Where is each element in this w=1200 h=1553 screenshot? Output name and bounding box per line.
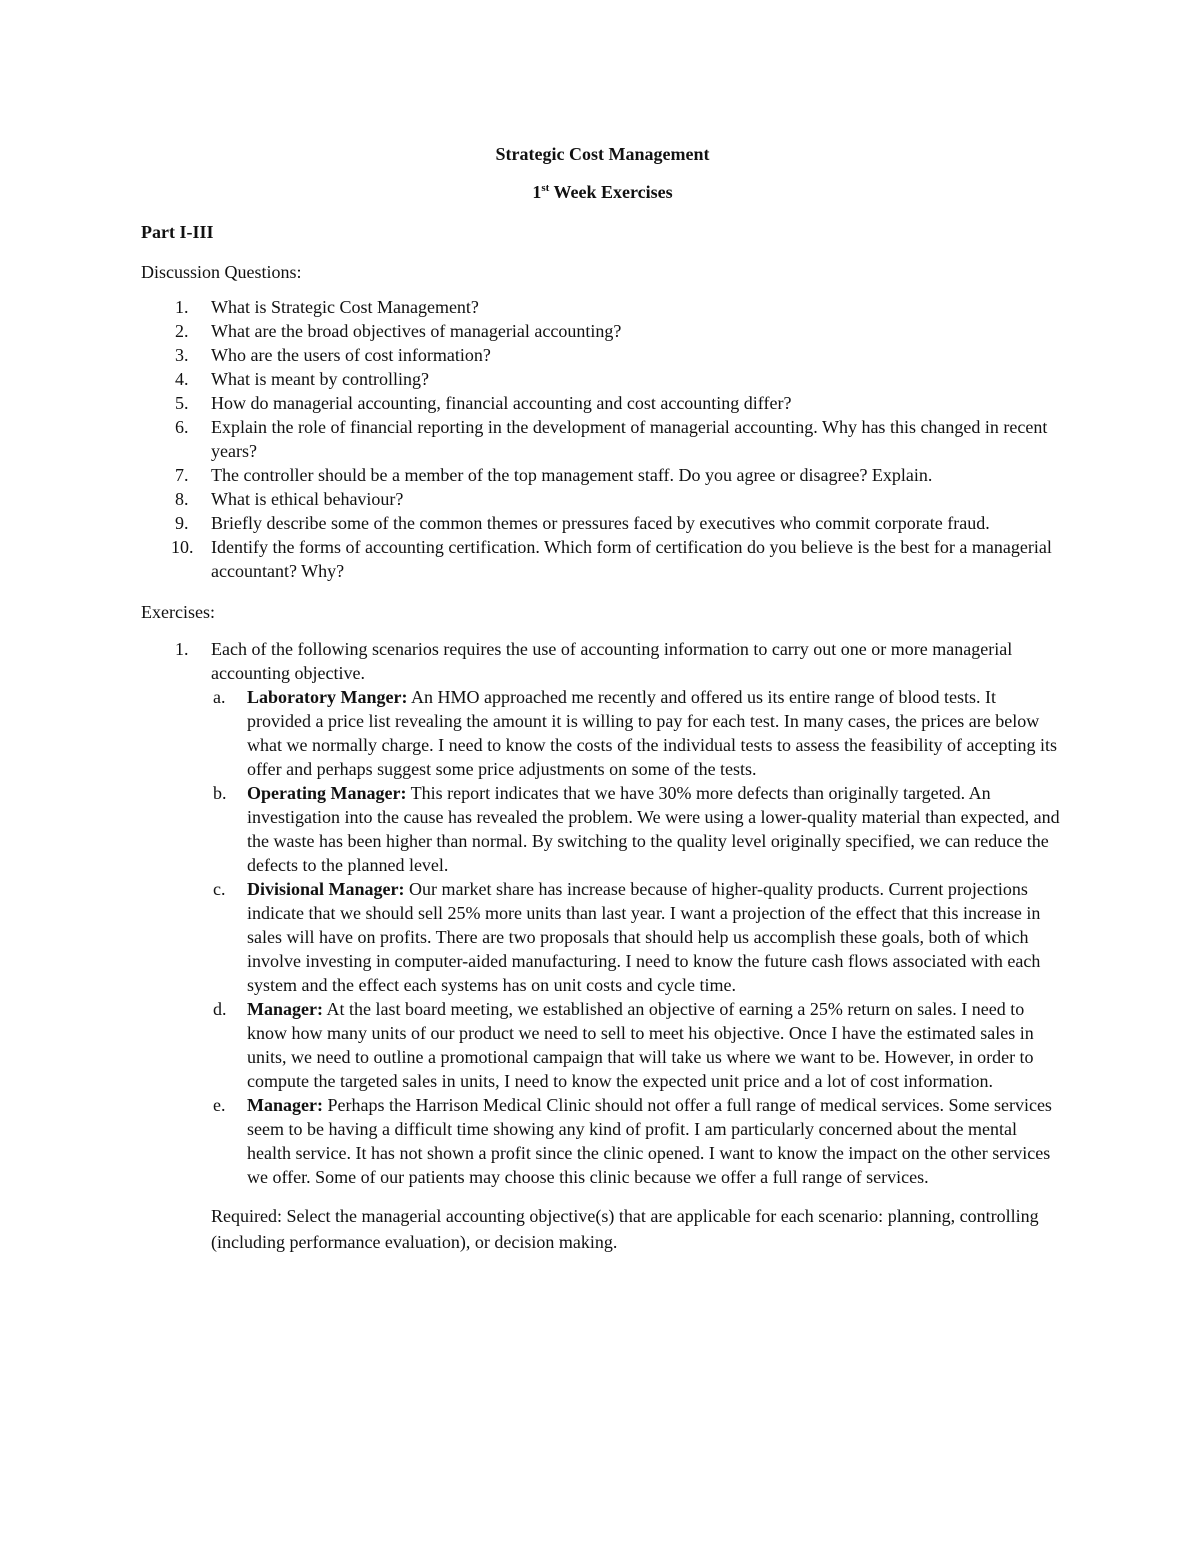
question-text: What is ethical behaviour? — [211, 489, 404, 509]
scenario-role: Manager: — [247, 1095, 323, 1115]
discussion-question — [141, 511, 1064, 535]
exercise-item — [141, 637, 1064, 1189]
discussion-questions-label: Discussion Questions: — [141, 262, 302, 282]
question-text: Explain the role of financial reporting in the development of managerial accounting. Why has this changed in recent years? — [211, 417, 1048, 461]
exercise-number: 1. — [175, 639, 189, 659]
scenario-item — [211, 781, 1064, 877]
discussion-question-list — [141, 295, 1064, 583]
scenario-letter: c. — [213, 879, 226, 899]
scenario-item — [211, 877, 1064, 997]
scenario-text: At the last board meeting, we established an objective of earning a 25% return on sales. I need to know how many units of our product we need to sell to meet his objective. Once I have the estimated sales in units, we need to outline a promotional campaign that will take us where we want to be. However, in order to compute the targeted sales in units, I need to know the expected unit price and a lot of cost information. — [247, 999, 1034, 1091]
question-number: 6. — [175, 417, 189, 437]
question-text: The controller should be a member of the top management staff. Do you agree or disagree? Explain. — [211, 465, 933, 485]
scenario-text: Perhaps the Harrison Medical Clinic should not offer a full range of medical services. Some services seem to be having a difficult time showing any kind of profit. I am particularly concerned about the mental health service. It has not shown a profit since the clinic opened. I want to know the impact on the other services we offer. Some of our patients may choose this clinic because we offer a full range of services. — [247, 1095, 1052, 1187]
discussion-question — [141, 391, 1064, 415]
subtitle-text: Week Exercises — [549, 182, 673, 202]
question-number: 8. — [175, 489, 189, 509]
discussion-question — [141, 295, 1064, 319]
question-text: What are the broad objectives of managerial accounting? — [211, 321, 622, 341]
discussion-question — [141, 343, 1064, 367]
discussion-question — [141, 487, 1064, 511]
scenario-letter: d. — [213, 999, 227, 1019]
question-text: What is meant by controlling? — [211, 369, 429, 389]
discussion-question — [141, 367, 1064, 391]
scenario-text: An HMO approached me recently and offered us its entire range of blood tests. It provided a price list revealing the amount it is willing to pay for each test. In many cases, the prices are below what we normally charge. I need to know the costs of the individual tests to assess the feasibility of accepting its offer and perhaps suggest some price adjustments on some of the tests. — [247, 687, 1057, 779]
exercise-intro: Each of the following scenarios requires the use of accounting information to carry out one or more managerial accounting objective. — [211, 639, 1013, 683]
scenario-text: Our market share has increase because of higher-quality products. Current projections indicate that we should sell 25% more units than last year. I want a projection of the effect that this increase in sales will have on profits. There are two proposals that should help us accomplish these goals, both of which involve investing in computer-aided manufacturing. I need to know the future cash flows associated with each system and the effect each systems has on unit costs and cycle time. — [247, 879, 1041, 995]
discussion-question — [141, 319, 1064, 343]
scenario-item — [211, 1093, 1064, 1189]
subtitle-number: 1 — [532, 182, 542, 202]
required-instruction: Required: Select the managerial accounting objective(s) that are applicable for each scenario: planning, controlling (including performance evaluation), or decision making. — [211, 1206, 1039, 1252]
question-number: 10. — [171, 537, 194, 557]
question-text: Briefly describe some of the common themes or pressures faced by executives who commit corporate fraud. — [211, 513, 990, 533]
subtitle-superscript: st — [541, 182, 550, 194]
discussion-question — [141, 463, 1064, 487]
question-number: 1. — [175, 297, 189, 317]
question-number: 2. — [175, 321, 189, 341]
scenario-letter: a. — [213, 687, 226, 707]
exercises-label: Exercises: — [141, 602, 215, 622]
scenario-item — [211, 997, 1064, 1093]
scenario-item — [211, 685, 1064, 781]
part-heading: Part I-III — [141, 222, 214, 242]
scenario-role: Operating Manager: — [247, 783, 407, 803]
question-number: 3. — [175, 345, 189, 365]
scenario-list — [211, 685, 1064, 1189]
scenario-letter: b. — [213, 783, 227, 803]
document-subtitle — [141, 177, 1064, 207]
scenario-role: Manager: — [247, 999, 323, 1019]
discussion-question — [141, 415, 1064, 463]
question-number: 7. — [175, 465, 189, 485]
discussion-question — [141, 535, 1064, 583]
question-text: What is Strategic Cost Management? — [211, 297, 479, 317]
question-number: 4. — [175, 369, 189, 389]
question-text: Identify the forms of accounting certification. Which form of certification do you believe is the best for a managerial accountant? Why? — [211, 537, 1052, 581]
scenario-role: Divisional Manager: — [247, 879, 405, 899]
question-number: 5. — [175, 393, 189, 413]
question-number: 9. — [175, 513, 189, 533]
exercise-list — [141, 637, 1064, 1189]
question-text: Who are the users of cost information? — [211, 345, 491, 365]
scenario-letter: e. — [213, 1095, 226, 1115]
document-title: Strategic Cost Management — [495, 144, 710, 164]
scenario-text: This report indicates that we have 30% more defects than originally targeted. An investigation into the cause has revealed the problem. We were using a lower-quality material than expected, and the waste has been higher than normal. By switching to the quality level originally specified, we can reduce the defects to the planned level. — [247, 783, 1060, 875]
scenario-role: Laboratory Manger: — [247, 687, 408, 707]
question-text: How do managerial accounting, financial accounting and cost accounting differ? — [211, 393, 792, 413]
